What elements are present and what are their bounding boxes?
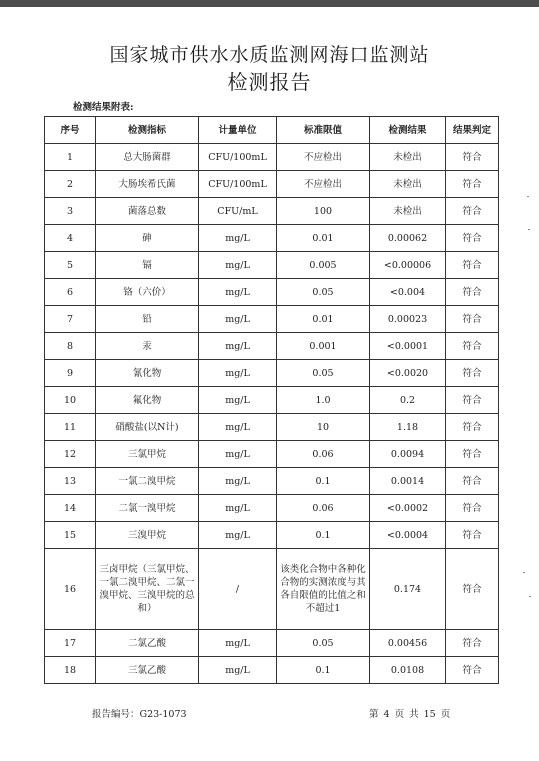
top-edge-bar — [0, 0, 539, 7]
scan-speck — [527, 196, 529, 197]
cell-limit: 0.05 — [277, 360, 370, 387]
cell-unit: / — [199, 549, 277, 630]
cell-indicator: 汞 — [96, 333, 199, 360]
cell-result: 0.0014 — [370, 468, 446, 495]
table-row — [45, 198, 499, 225]
cell-unit: mg/L — [199, 333, 277, 360]
cell-limit: 0.1 — [277, 468, 370, 495]
cell-limit: 该类化合物中各种化合物的实测浓度与其各自限值的比值之和不超过1 — [277, 549, 370, 630]
cell-unit: mg/L — [199, 414, 277, 441]
table-row — [45, 549, 499, 630]
cell-indicator: 三氯甲烷 — [96, 441, 199, 468]
cell-result: 0.2 — [370, 387, 446, 414]
cell-judgement: 符合 — [446, 306, 499, 333]
cell-no: 5 — [45, 252, 96, 279]
cell-judgement: 符合 — [446, 522, 499, 549]
report-title: 检测报告 — [227, 70, 312, 94]
cell-limit: 0.01 — [277, 306, 370, 333]
cell-no: 6 — [45, 279, 96, 306]
cell-limit: 0.06 — [277, 441, 370, 468]
cell-unit: CFU/mL — [199, 198, 277, 225]
cell-indicator: 菌落总数 — [96, 198, 199, 225]
cell-unit: mg/L — [199, 441, 277, 468]
cell-unit: mg/L — [199, 252, 277, 279]
table-row — [45, 522, 499, 549]
cell-judgement: 符合 — [446, 441, 499, 468]
cell-unit: mg/L — [199, 630, 277, 657]
cell-result: <0.0002 — [370, 495, 446, 522]
cell-no: 15 — [45, 522, 96, 549]
cell-result: <0.0004 — [370, 522, 446, 549]
cell-judgement: 符合 — [446, 144, 499, 171]
cell-indicator: 氰化物 — [96, 360, 199, 387]
cell-result: 0.00023 — [370, 306, 446, 333]
table-row — [45, 171, 499, 198]
cell-no: 7 — [45, 306, 96, 333]
cell-limit: 0.01 — [277, 225, 370, 252]
cell-result: 1.18 — [370, 414, 446, 441]
cell-no: 2 — [45, 171, 96, 198]
cell-result: 未检出 — [370, 171, 446, 198]
cell-unit: mg/L — [199, 387, 277, 414]
table-row — [45, 495, 499, 522]
table-row — [45, 630, 499, 657]
cell-no: 1 — [45, 144, 96, 171]
table-row — [45, 387, 499, 414]
cell-no: 13 — [45, 468, 96, 495]
cell-indicator: 铅 — [96, 306, 199, 333]
table-caption: 检测结果附表: — [73, 102, 134, 113]
cell-indicator: 二氯乙酸 — [96, 630, 199, 657]
cell-indicator: 三卤甲烷（三氯甲烷、一氯二溴甲烷、二氯一溴甲烷、三溴甲烷的总和） — [96, 549, 199, 630]
cell-judgement: 符合 — [446, 387, 499, 414]
table-row — [45, 306, 499, 333]
cell-no: 3 — [45, 198, 96, 225]
cell-indicator: 三氯乙酸 — [96, 657, 199, 684]
table-row — [45, 414, 499, 441]
table-row — [45, 360, 499, 387]
cell-judgement: 符合 — [446, 468, 499, 495]
scan-speck — [529, 596, 531, 597]
cell-no: 4 — [45, 225, 96, 252]
cell-limit: 1.0 — [277, 387, 370, 414]
cell-result: <0.0001 — [370, 333, 446, 360]
cell-judgement: 符合 — [446, 171, 499, 198]
cell-limit: 0.1 — [277, 657, 370, 684]
cell-judgement: 符合 — [446, 279, 499, 306]
cell-judgement: 符合 — [446, 225, 499, 252]
cell-judgement: 符合 — [446, 252, 499, 279]
table-row — [45, 333, 499, 360]
cell-unit: mg/L — [199, 225, 277, 252]
cell-judgement: 符合 — [446, 333, 499, 360]
scan-speck — [528, 229, 530, 230]
cell-indicator: 二氯一溴甲烷 — [96, 495, 199, 522]
cell-indicator: 砷 — [96, 225, 199, 252]
cell-result: 0.174 — [370, 549, 446, 630]
cell-result: 未检出 — [370, 144, 446, 171]
cell-unit: mg/L — [199, 495, 277, 522]
cell-limit: 0.05 — [277, 279, 370, 306]
cell-result: 未检出 — [370, 198, 446, 225]
cell-indicator: 三溴甲烷 — [96, 522, 199, 549]
results-table — [44, 116, 499, 684]
col-header-result: 检测结果 — [370, 117, 446, 144]
table-row — [45, 144, 499, 171]
cell-unit: mg/L — [199, 306, 277, 333]
cell-limit: 0.05 — [277, 630, 370, 657]
table-row — [45, 252, 499, 279]
col-header-indicator: 检测指标 — [96, 117, 199, 144]
cell-unit: mg/L — [199, 360, 277, 387]
cell-no: 18 — [45, 657, 96, 684]
cell-limit: 不应检出 — [277, 144, 370, 171]
cell-no: 14 — [45, 495, 96, 522]
cell-unit: CFU/100mL — [199, 144, 277, 171]
cell-limit: 0.005 — [277, 252, 370, 279]
cell-indicator: 总大肠菌群 — [96, 144, 199, 171]
cell-indicator: 大肠埃希氏菌 — [96, 171, 199, 198]
table-row — [45, 279, 499, 306]
report-number: 报告编号：G23-1073 — [92, 709, 187, 720]
cell-unit: mg/L — [199, 522, 277, 549]
scan-speck — [523, 572, 525, 573]
cell-no: 10 — [45, 387, 96, 414]
cell-result: 0.00456 — [370, 630, 446, 657]
col-header-limit: 标准限值 — [277, 117, 370, 144]
cell-indicator: 镉 — [96, 252, 199, 279]
cell-unit: mg/L — [199, 468, 277, 495]
cell-judgement: 符合 — [446, 495, 499, 522]
cell-result: 0.0108 — [370, 657, 446, 684]
cell-unit: mg/L — [199, 279, 277, 306]
cell-judgement: 符合 — [446, 414, 499, 441]
table-header-row — [45, 117, 499, 144]
cell-indicator: 硝酸盐(以N计) — [96, 414, 199, 441]
table-row — [45, 657, 499, 684]
cell-limit: 0.001 — [277, 333, 370, 360]
cell-indicator: 氟化物 — [96, 387, 199, 414]
col-header-judgement: 结果判定 — [446, 117, 499, 144]
page-indicator: 第 4 页 共 15 页 — [369, 709, 451, 720]
table-row — [45, 225, 499, 252]
cell-result: <0.0020 — [370, 360, 446, 387]
cell-unit: CFU/100mL — [199, 171, 277, 198]
cell-indicator: 一氯二溴甲烷 — [96, 468, 199, 495]
cell-limit: 0.06 — [277, 495, 370, 522]
cell-judgement: 符合 — [446, 630, 499, 657]
cell-result: 0.00062 — [370, 225, 446, 252]
cell-no: 12 — [45, 441, 96, 468]
col-header-no: 序号 — [45, 117, 96, 144]
cell-no: 9 — [45, 360, 96, 387]
cell-indicator: 铬（六价） — [96, 279, 199, 306]
cell-no: 16 — [45, 549, 96, 630]
cell-result: <0.00006 — [370, 252, 446, 279]
cell-result: 0.0094 — [370, 441, 446, 468]
cell-judgement: 符合 — [446, 657, 499, 684]
cell-limit: 10 — [277, 414, 370, 441]
cell-limit: 0.1 — [277, 522, 370, 549]
table-row — [45, 468, 499, 495]
col-header-unit: 计量单位 — [199, 117, 277, 144]
cell-limit: 100 — [277, 198, 370, 225]
cell-unit: mg/L — [199, 657, 277, 684]
table-row — [45, 441, 499, 468]
org-title: 国家城市供水水质监测网海口监测站 — [109, 44, 430, 66]
table-body — [45, 144, 499, 684]
cell-judgement: 符合 — [446, 198, 499, 225]
cell-no: 8 — [45, 333, 96, 360]
cell-judgement: 符合 — [446, 549, 499, 630]
cell-no: 11 — [45, 414, 96, 441]
cell-limit: 不应检出 — [277, 171, 370, 198]
cell-judgement: 符合 — [446, 360, 499, 387]
cell-result: <0.004 — [370, 279, 446, 306]
cell-no: 17 — [45, 630, 96, 657]
